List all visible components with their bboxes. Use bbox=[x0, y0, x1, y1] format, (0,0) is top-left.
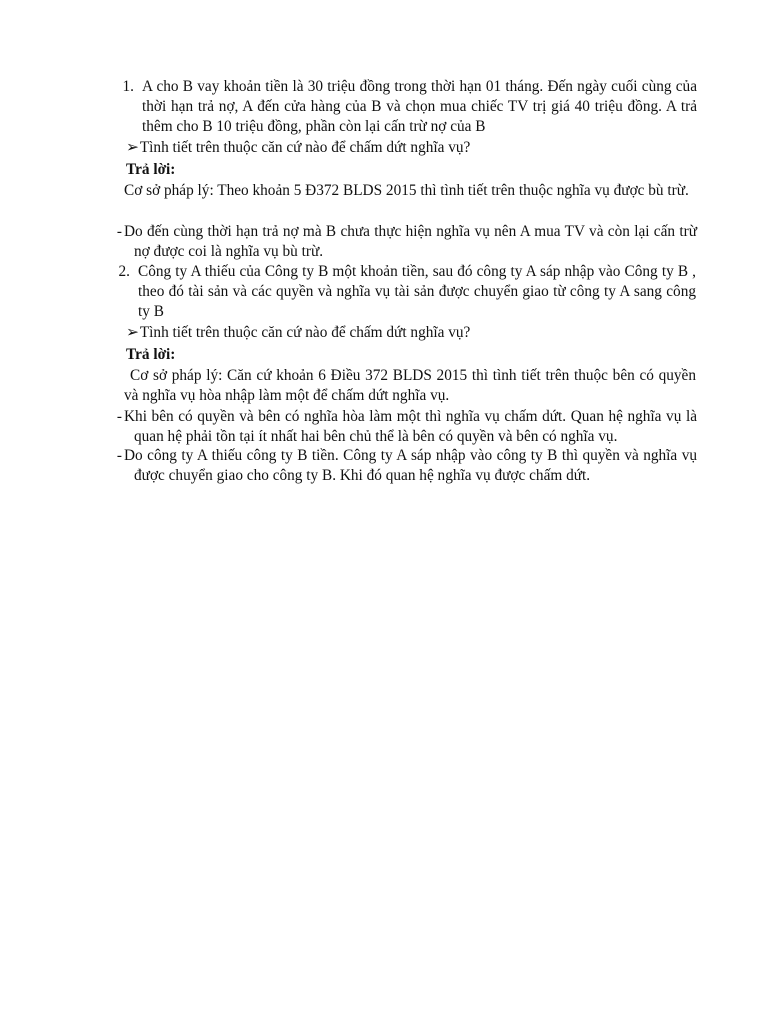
arrow-bullet-icon: ➢ bbox=[126, 324, 139, 341]
q2-answer-label: Trả lời: bbox=[126, 346, 176, 363]
q1-legal-basis: Cơ sở pháp lý: Theo khoản 5 Đ372 BLDS 2015 thì tình tiết trên thuộc nghĩa vụ được bù trừ. bbox=[124, 182, 689, 199]
q2-bullet-1 bbox=[124, 407, 697, 447]
q1-answer-label: Trả lời: bbox=[126, 161, 176, 178]
q2-bullet-2-text: Do công ty A thiếu công ty B tiền. Công ty A sáp nhập vào công ty B thì quyền và nghĩa vụ được chuyển giao cho công ty B. Khi đó quan hệ nghĩa vụ được chấm dứt. bbox=[124, 447, 697, 484]
q2-question-text: Tình tiết trên thuộc căn cứ nào để chấm dứt nghĩa vụ? bbox=[139, 324, 471, 341]
q2-question bbox=[126, 323, 696, 343]
q1-bullet-text bbox=[124, 222, 697, 262]
q1-bullet-dash: - bbox=[116, 223, 122, 240]
arrow-bullet-icon: ➢ bbox=[126, 139, 139, 156]
q2-text: Công ty A thiếu của Công ty B một khoản tiền, sau đó công ty A sáp nhập vào Công ty B , theo đó tài sản và các quyền và nghĩa vụ tài sản được chuyển giao từ công ty A sang công ty B bbox=[138, 263, 696, 320]
q2-bullet-1-text: Khi bên có quyền và bên có nghĩa hòa làm một thì nghĩa vụ chấm dứt. Quan hệ nghĩa vụ là quan hệ phải tồn tại ít nhất hai bên chủ thể là bên có quyền và bên có nghĩa vụ. bbox=[124, 408, 697, 445]
q2-bullet-1-dash: - bbox=[116, 408, 122, 425]
q1-question bbox=[126, 138, 696, 158]
q2-bullet-2 bbox=[124, 446, 697, 486]
q1-question-text: Tình tiết trên thuộc căn cứ nào để chấm dứt nghĩa vụ? bbox=[139, 139, 471, 156]
q2-bullet-2-dash: - bbox=[116, 447, 122, 464]
q2-legal-basis: Cơ sở pháp lý: Căn cứ khoản 6 Điều 372 BLDS 2015 thì tình tiết trên thuộc bên có quyền và nghĩa vụ hòa nhập làm một để chấm dứt nghĩa vụ. bbox=[124, 367, 696, 404]
q1-text: A cho B vay khoản tiền là 30 triệu đồng trong thời hạn 01 tháng. Đến ngày cuối cùng của thời hạn trả nợ, A đến cửa hàng của B và chọn mua chiếc TV trị giá 40 triệu đồng. A trả thêm cho B 10 triệu đồng, phần còn lại cấn trừ nợ của B bbox=[142, 78, 697, 135]
q1-bullet-text-content: Do đến cùng thời hạn trả nợ mà B chưa thực hiện nghĩa vụ nên A mua TV và còn lại cấn trừ nợ được coi là nghĩa vụ bù trừ. bbox=[124, 223, 697, 260]
q2-number: 2. bbox=[118, 263, 130, 280]
q1-number: 1. bbox=[122, 78, 134, 95]
